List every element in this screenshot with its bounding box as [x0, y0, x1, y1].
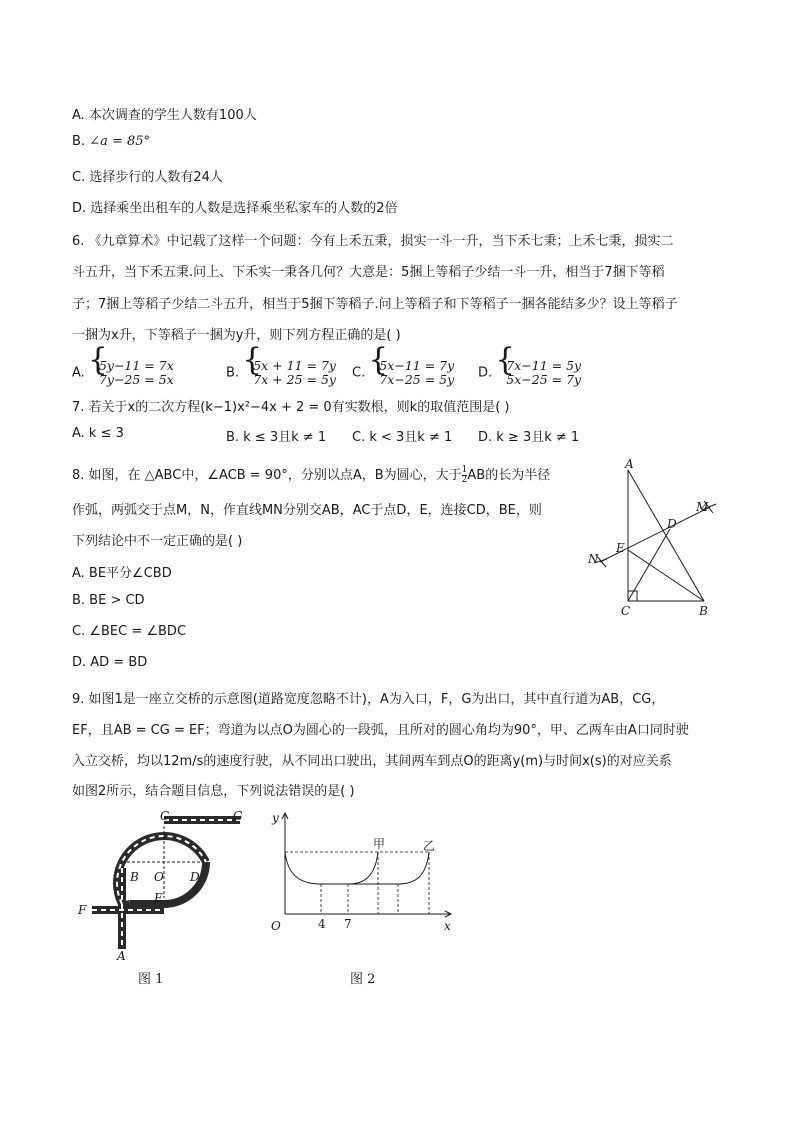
q5-option-a: A. 本次调查的学生人数有100人 [72, 108, 257, 123]
q7-stem: 7. 若关于x的二次方程(k−1)x²−4x + 2 = 0有实数根，则k的取值范围是( ) [72, 400, 510, 415]
q8-option-a: A. BE平分∠CBD [72, 566, 172, 581]
label-e: E [616, 541, 625, 555]
q7-option-c: C. k < 3且k ≠ 1 [352, 430, 453, 445]
label-c: C [621, 604, 631, 618]
q9-interchange-figure [70, 808, 260, 963]
q6-option-c: C. { 5x−11 = 7y 7x−25 = 5y [352, 359, 454, 387]
label-a: A [625, 457, 634, 471]
q6-options [72, 350, 732, 387]
q7-options [72, 426, 732, 446]
curve-jia [285, 852, 378, 884]
label-g: G [233, 809, 243, 823]
label-n: N [588, 552, 599, 566]
tick-4: 4 [318, 917, 326, 931]
q9-stem-line4: 如图2所示，结合题目信息，下列说法错误的是( ) [72, 784, 355, 799]
label-o: O [154, 870, 164, 884]
q7-option-d: D. k ≥ 3且k ≠ 1 [478, 430, 580, 445]
figure-2-caption: 图 2 [350, 972, 376, 987]
q7-option-b: B. k ≤ 3且k ≠ 1 [226, 430, 327, 445]
q5-option-c: C. 选择步行的人数有24人 [72, 170, 223, 185]
label-c: C [160, 809, 170, 823]
label-e: E [154, 891, 163, 905]
q9-stem-line1: 9. 如图1是一座立交桥的示意图(道路宽度忽略不计)，A为入口，F，G为出口，其中直行道为AB，CG， [72, 692, 665, 707]
q9-distance-graph [258, 808, 468, 938]
curve-yi [348, 852, 429, 884]
label-m: M [696, 500, 709, 514]
segment-be [628, 550, 704, 601]
q9-stem-line3: 入立交桥，均以12m/s的速度行驶，从不同出口驶出，其间两车到点O的距离y(m)与时间x(s)的对应关系 [72, 754, 672, 769]
axis-y-label: y [272, 811, 279, 825]
q6-stem-line1: 6. 《九章算术》中记载了这样一个问题：今有上禾五秉，损实一斗一升，当下禾七秉；上禾七秉，损实二 [72, 234, 674, 249]
axis-x-label: x [444, 919, 451, 933]
label-b: B [699, 604, 708, 618]
fraction-one-half: $\frac{1}{2}$ [461, 465, 468, 485]
q8-stem-line3: 下列结论中不一定正确的是( ) [72, 534, 243, 549]
origin-label: O [271, 919, 281, 933]
label-f: F [78, 903, 87, 917]
q9-stem-line2: EF，且AB = CG = EF；弯道为以点O为圆心的一段弧，且所对的圆心角均为90°，甲、乙两车由A口同时驶 [72, 723, 689, 738]
segment-cd [628, 529, 670, 601]
label-d: D [190, 870, 200, 884]
q7-option-a: A. k ≤ 3 [72, 426, 124, 441]
q8-triangle-figure [580, 455, 730, 620]
figure-1-caption: 图 1 [138, 972, 164, 987]
q8-stem-line1: 8. 如图，在 △ABC中，∠ACB = 90°，分别以点A，B为圆心，大于 $\frac{1}{2}$ AB的长为半径 [72, 465, 551, 485]
curve-label-yi: 乙 [423, 839, 436, 853]
q6-option-a: A. { 5y−11 = 7x 7y−25 = 5x [72, 359, 174, 387]
label-b: B [130, 870, 139, 884]
tick-7: 7 [344, 917, 352, 931]
curve-label-jia: 甲 [373, 837, 386, 851]
q8-option-c: C. ∠BEC = ∠BDC [72, 624, 187, 639]
q6-stem-line3: 子；7捆上等稻子少结二斗五升，相当于5捆下等稻子.问上等稻子和下等稻子一捆各能结多少？设上等稻子 [72, 297, 678, 312]
q5-option-b: B. ∠a = 85° [72, 134, 151, 149]
q5-option-d: D. 选择乘坐出租车的人数是选择乘坐私家车的人数的2倍 [72, 201, 398, 216]
q6-option-d: D. { 7x−11 = 5y 5x−25 = 7y [478, 359, 581, 387]
q8-option-d: D. AD = BD [72, 655, 148, 670]
label-a: A [117, 949, 126, 963]
q6-option-b: B. { 5x + 11 = 7y 7x + 25 = 5y [226, 359, 336, 387]
q6-stem-line2: 斗五升，当下禾五秉.问上、下禾实一秉各几何？大意是：5捆上等稻子少结一斗一升，相当于7捆下等稻 [72, 265, 665, 280]
label-d: D [667, 517, 677, 531]
q8-stem-line2: 作弧，两弧交于点M，N，作直线MN分别交AB，AC于点D，E，连接CD，BE，则 [72, 503, 542, 518]
q6-stem-line4: 一捆为x升，下等稻子一捆为y升，则下列方程正确的是( ) [72, 328, 401, 343]
q8-option-b: B. BE > CD [72, 593, 145, 608]
